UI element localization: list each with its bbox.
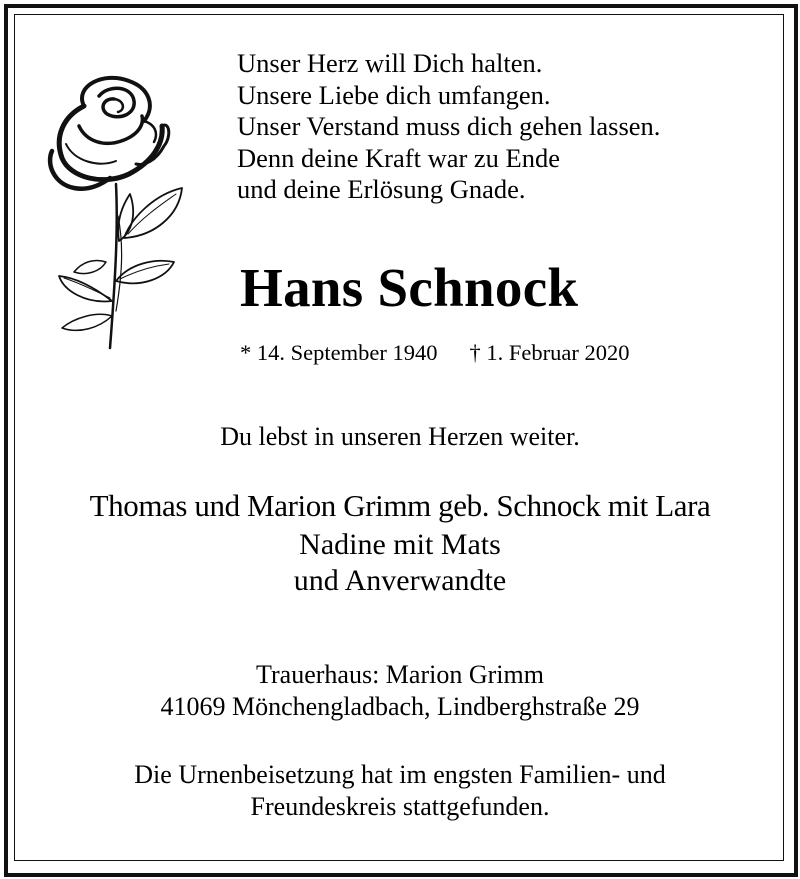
poem-line: Unser Verstand muss dich gehen lassen. — [237, 111, 661, 141]
poem-line: Unsere Liebe dich umfangen. — [237, 79, 551, 110]
life-dates — [240, 340, 629, 366]
mourning-address: 41069 Mönchengladbach, Lindberghstraße 29 — [160, 692, 640, 721]
burial-note: Freundeskreis stattgefunden. — [250, 792, 550, 821]
birth-date: * 14. September 1940 — [240, 340, 438, 365]
burial-note: Die Urnenbeisetzung hat im engsten Familien- und — [134, 760, 666, 789]
family-line: und Anverwandte — [293, 564, 507, 597]
family-line: Nadine mit Mats — [299, 528, 501, 561]
poem-line: und deine Erlösung Gnade. — [237, 174, 526, 204]
tagline: Du lebst in unseren Herzen weiter. — [220, 422, 580, 451]
poem-line: Unser Herz will Dich halten. — [237, 48, 543, 78]
mourning-house: Trauerhaus: Marion Grimm — [256, 660, 544, 689]
poem-line: Denn deine Kraft war zu Ende — [237, 142, 561, 173]
rose-icon — [44, 66, 194, 356]
family-line: Thomas und Marion Grimm geb. Schnock mit Lara — [89, 488, 711, 523]
death-date: † 1. Februar 2020 — [469, 340, 630, 365]
poem — [237, 48, 777, 206]
deceased-name: Hans Schnock — [240, 257, 579, 318]
